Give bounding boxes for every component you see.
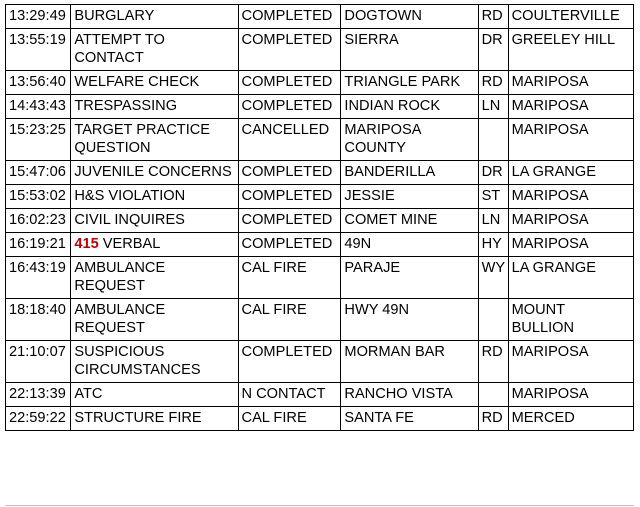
call-time: 13:56:40 — [6, 71, 71, 95]
call-status: N CONTACT — [238, 383, 341, 407]
call-street: RANCHO VISTA — [341, 383, 478, 407]
call-street: SIERRA — [341, 29, 478, 71]
call-time: 18:18:40 — [6, 299, 71, 341]
call-log-table — [5, 4, 634, 431]
call-city: LA GRANGE — [508, 257, 633, 299]
call-status: COMPLETED — [238, 161, 341, 185]
call-street-suffix: WY — [478, 257, 508, 299]
call-city: LA GRANGE — [508, 161, 633, 185]
call-time: 22:13:39 — [6, 383, 71, 407]
call-street-suffix: RD — [478, 71, 508, 95]
call-time: 13:29:49 — [6, 5, 71, 29]
table-row — [6, 257, 634, 299]
page-divider — [5, 505, 634, 506]
call-status: COMPLETED — [238, 341, 341, 383]
call-time: 14:43:43 — [6, 95, 71, 119]
call-street-suffix: RD — [478, 407, 508, 431]
call-time: 15:47:06 — [6, 161, 71, 185]
table-row — [6, 341, 634, 383]
call-street-suffix: DR — [478, 29, 508, 71]
call-city: MARIPOSA — [508, 209, 633, 233]
call-status: CAL FIRE — [238, 299, 341, 341]
call-street: PARAJE — [341, 257, 478, 299]
call-type: ATTEMPT TO CONTACT — [71, 29, 238, 71]
call-street: COMET MINE — [341, 209, 478, 233]
call-street-suffix — [478, 119, 508, 161]
call-time: 21:10:07 — [6, 341, 71, 383]
call-street: SANTA FE — [341, 407, 478, 431]
call-street: INDIAN ROCK — [341, 95, 478, 119]
call-type: SUSPICIOUS CIRCUMSTANCES — [71, 341, 238, 383]
call-status: COMPLETED — [238, 29, 341, 71]
call-type: STRUCTURE FIRE — [71, 407, 238, 431]
call-street-suffix: LN — [478, 209, 508, 233]
call-street-suffix — [478, 383, 508, 407]
table-row — [6, 209, 634, 233]
call-type: CIVIL INQUIRES — [71, 209, 238, 233]
call-log-body — [6, 5, 634, 431]
call-status: COMPLETED — [238, 209, 341, 233]
table-row — [6, 71, 634, 95]
call-street: BANDERILLA — [341, 161, 478, 185]
call-type: ATC — [71, 383, 238, 407]
call-time: 16:19:21 — [6, 233, 71, 257]
call-time: 13:55:19 — [6, 29, 71, 71]
call-type: AMBULANCE REQUEST — [71, 299, 238, 341]
call-street: MORMAN BAR — [341, 341, 478, 383]
call-city: COULTERVILLE — [508, 5, 633, 29]
call-type: AMBULANCE REQUEST — [71, 257, 238, 299]
call-city: MARIPOSA — [508, 233, 633, 257]
table-row — [6, 407, 634, 431]
call-street: JESSIE — [341, 185, 478, 209]
call-type: WELFARE CHECK — [71, 71, 238, 95]
table-row — [6, 5, 634, 29]
table-row — [6, 233, 634, 257]
call-type: TRESPASSING — [71, 95, 238, 119]
call-street-suffix: HY — [478, 233, 508, 257]
call-type: TARGET PRACTICE QUESTION — [71, 119, 238, 161]
call-city: MARIPOSA — [508, 95, 633, 119]
call-city: MERCED — [508, 407, 633, 431]
call-street: MARIPOSA COUNTY — [341, 119, 478, 161]
call-street-suffix — [478, 299, 508, 341]
table-row — [6, 161, 634, 185]
call-street-suffix: RD — [478, 341, 508, 383]
call-street: 49N — [341, 233, 478, 257]
call-street: DOGTOWN — [341, 5, 478, 29]
call-status: CAL FIRE — [238, 257, 341, 299]
call-city: MARIPOSA — [508, 383, 633, 407]
call-city: MARIPOSA — [508, 185, 633, 209]
call-status: COMPLETED — [238, 71, 341, 95]
table-row — [6, 299, 634, 341]
call-time: 16:02:23 — [6, 209, 71, 233]
call-time: 16:43:19 — [6, 257, 71, 299]
call-type-text: VERBAL — [98, 236, 161, 252]
call-city: MOUNT BULLION — [508, 299, 633, 341]
call-street-suffix: LN — [478, 95, 508, 119]
call-status: CAL FIRE — [238, 407, 341, 431]
call-time: 15:23:25 — [6, 119, 71, 161]
table-row — [6, 185, 634, 209]
call-status: CANCELLED — [238, 119, 341, 161]
table-row — [6, 119, 634, 161]
call-type: BURGLARY — [71, 5, 238, 29]
call-street-suffix: ST — [478, 185, 508, 209]
call-city: MARIPOSA — [508, 119, 633, 161]
call-status: COMPLETED — [238, 5, 341, 29]
call-status: COMPLETED — [238, 185, 341, 209]
table-row — [6, 383, 634, 407]
call-status: COMPLETED — [238, 233, 341, 257]
call-time: 22:59:22 — [6, 407, 71, 431]
call-status: COMPLETED — [238, 95, 341, 119]
call-street-suffix: RD — [478, 5, 508, 29]
table-row — [6, 29, 634, 71]
call-type: JUVENILE CONCERNS — [71, 161, 238, 185]
call-city: MARIPOSA — [508, 341, 633, 383]
call-city: GREELEY HILL — [508, 29, 633, 71]
call-street: TRIANGLE PARK — [341, 71, 478, 95]
call-type: H&S VIOLATION — [71, 185, 238, 209]
call-time: 15:53:02 — [6, 185, 71, 209]
call-city: MARIPOSA — [508, 71, 633, 95]
call-type-code: 415 — [74, 236, 99, 252]
call-street: HWY 49N — [341, 299, 478, 341]
call-street-suffix: DR — [478, 161, 508, 185]
table-row — [6, 95, 634, 119]
call-type — [71, 233, 238, 257]
